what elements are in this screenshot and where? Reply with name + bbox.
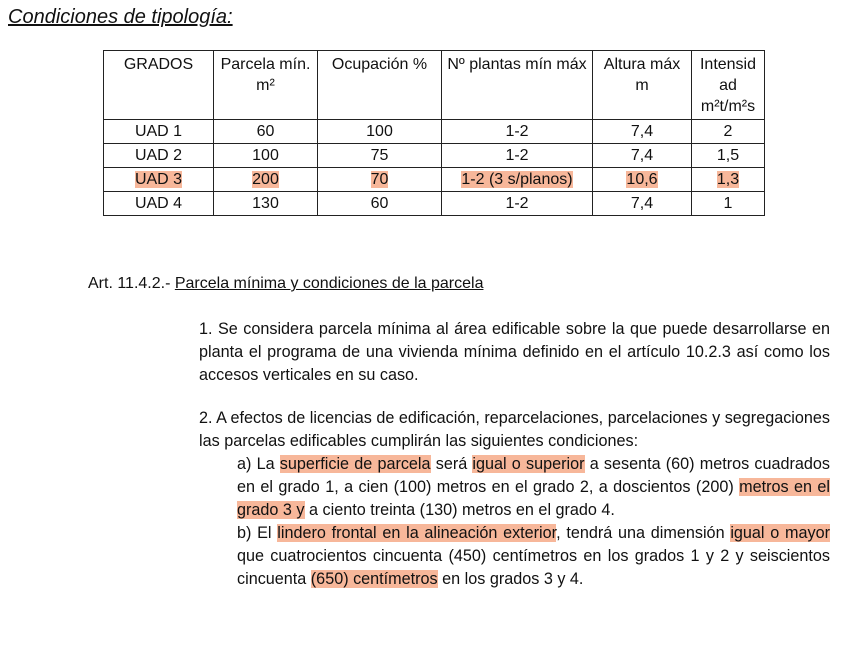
table-cell [104,168,214,192]
highlighted-value: 1,3 [716,171,740,188]
highlighted-value: 1-2 (3 s/planos) [461,171,573,188]
header-parcela: Parcela mín. m² [214,51,318,120]
paragraph-2-intro: 2. A efectos de licencias de edificación, reparcelaciones, parcelaciones y segregaciones las parcelas edificables cumplirán las siguientes condiciones: [199,409,830,450]
table-cell: 1,5 [692,144,765,168]
table-cell: 60 [214,120,318,144]
table-cell [318,168,442,192]
highlighted-value: 10,6 [626,171,658,188]
table-cell: 75 [318,144,442,168]
header-grados: GRADOS [104,51,214,120]
table-cell: 1-2 [442,120,593,144]
highlighted-value: UAD 3 [134,171,183,188]
text: a) La [237,455,280,473]
table-cell: UAD 4 [104,192,214,216]
typology-table [103,50,765,216]
table-cell [593,168,692,192]
table-cell: 7,4 [593,192,692,216]
paragraph-1: 1. Se considera parcela mínima al área edificable sobre la que puede desarrollarse en planta el programa de una vivienda mínima definido en el artículo 10.2.3 así como los accesos verticales en su caso. [199,320,830,384]
table-cell [442,168,593,192]
highlighted-text: lindero frontal en la alineación exterior [277,524,557,542]
table-row [104,192,765,216]
article-title-text: Parcela mínima y condiciones de la parcela [174,275,484,292]
text: será [430,455,473,473]
text: en los grados 3 y 4. [437,570,584,588]
table-cell: 1-2 [442,144,593,168]
highlighted-text: superficie de parcela [279,455,431,473]
table-cell: UAD 1 [104,120,214,144]
header-altura: Altura máx m [593,51,692,120]
table-cell [692,168,765,192]
table-cell: 100 [318,120,442,144]
highlighted-text: igual o superior [472,455,585,473]
table-cell: 1-2 [442,192,593,216]
highlighted-value: 200 [252,171,279,188]
table-cell: 2 [692,120,765,144]
table-cell: 60 [318,192,442,216]
highlighted-text: metros en el grado 3 y [237,478,830,519]
header-ocupacion: Ocupación % [318,51,442,120]
table-cell: 7,4 [593,144,692,168]
table-cell: UAD 2 [104,144,214,168]
header-intensidad: Intensid ad m²t/m²s [692,51,765,120]
table-cell: 1 [692,192,765,216]
article-title [88,275,483,293]
condition-b [199,522,830,591]
text: , tendrá una dimensión [556,524,731,542]
text: a ciento treinta (130) metros en el grado 4. [304,501,615,519]
table-header-row [104,51,765,120]
table-row [104,144,765,168]
highlighted-value: 70 [370,171,389,188]
table-cell: 130 [214,192,318,216]
table-cell: 100 [214,144,318,168]
highlighted-text: igual o mayor [730,524,830,542]
paragraph-2 [199,407,830,591]
table-row [104,120,765,144]
text: a sesenta (60) metros cuadrados en el grado 1, a cien (100) metros en el grado 2, a doscientos (200) [237,455,830,496]
text: b) El [237,524,278,542]
article-number: Art. 11.4.2.- [88,275,171,292]
table-cell [214,168,318,192]
text: que cuatrocientos cincuenta (450) centímetros en los grados 1 y 2 y seiscientos cincuenta [237,547,830,588]
header-plantas: Nº plantas mín máx [442,51,593,120]
section-heading: Condiciones de tipología: [8,6,233,28]
table-cell: 7,4 [593,120,692,144]
highlighted-text: (650) centímetros [310,570,438,588]
condition-a [199,453,830,522]
table-row-highlighted [104,168,765,192]
